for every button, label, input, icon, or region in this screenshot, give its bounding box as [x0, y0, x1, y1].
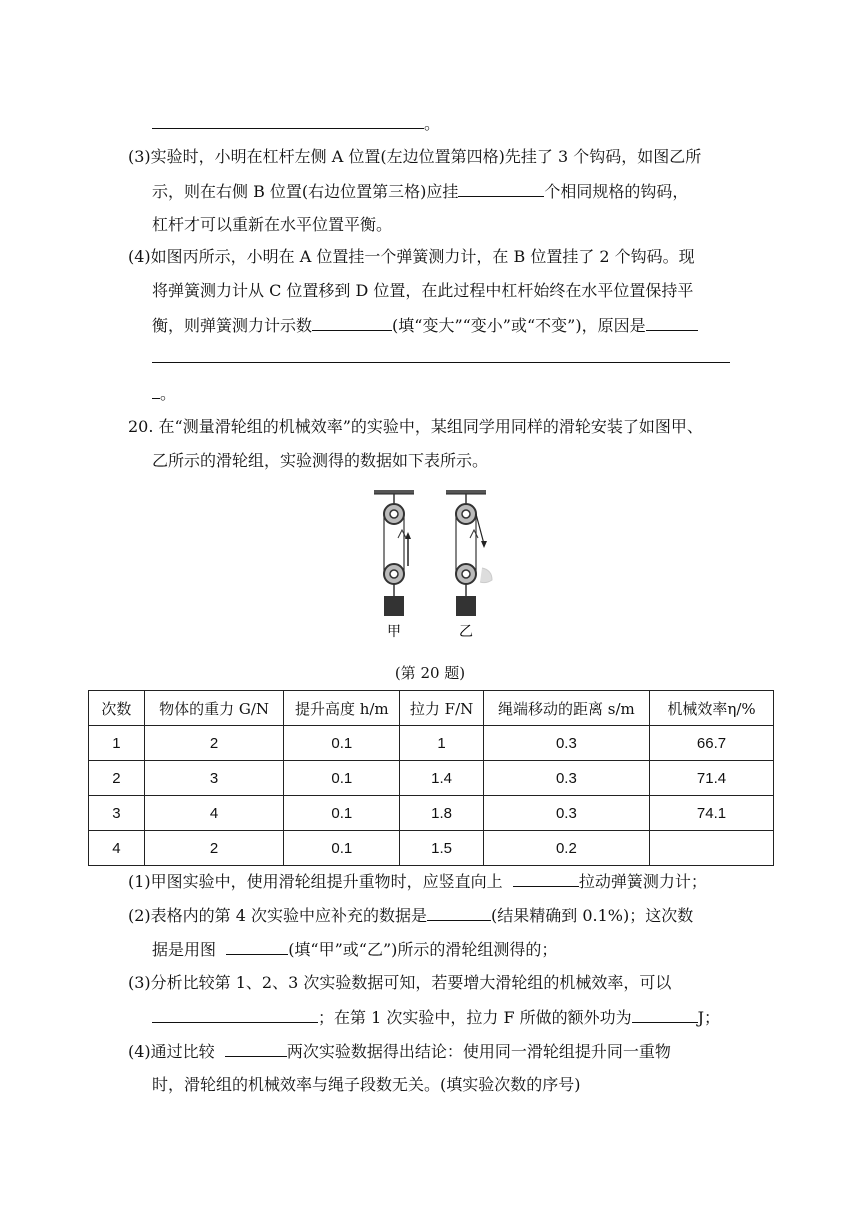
table-header-row [89, 691, 774, 726]
q4-line2: 将弹簧测力计从 C 位置移到 D 位置，在此过程中杠杆始终在水平位置保持平 [152, 281, 694, 300]
answer-line-full[interactable] [152, 362, 730, 363]
table-cell: 2 [89, 761, 145, 796]
table-cell: 0.3 [483, 726, 649, 761]
table-cell: 0.1 [284, 796, 400, 831]
table-cell: 1 [89, 726, 145, 761]
table-row [89, 761, 774, 796]
table-cell: 1 [400, 726, 483, 761]
sub4-text: (4)通过比较 [128, 1042, 215, 1061]
answer-blank[interactable] [312, 314, 392, 331]
header-weight: 物体的重力 G/N [144, 691, 283, 726]
q3-line2-text-end: 个相同规格的钩码， [544, 182, 689, 201]
table-cell: 0.1 [284, 761, 400, 796]
q20-line2: 乙所示的滑轮组，实验测得的数据如下表所示。 [152, 451, 489, 470]
sub2-text: (2)表格内的第 4 次实验中应补充的数据是 [128, 906, 428, 925]
answer-blank[interactable] [646, 314, 698, 331]
pulley-figure [360, 486, 500, 646]
sub3-line2 [152, 1006, 720, 1029]
table-cell: 0.2 [483, 831, 649, 866]
answer-blank[interactable] [632, 1006, 698, 1023]
header-distance: 绳端移动的距离 s/m [483, 691, 649, 726]
sub3-line1: (3)分析比较第 1、2、3 次实验数据可知，若要增大滑轮组的机械效率，可以 [128, 973, 672, 992]
sub1-text-end: 拉动弹簧测力计； [578, 872, 707, 891]
figure-caption: (第 20 题) [394, 664, 466, 682]
sub2-line1 [128, 904, 693, 927]
sub2-text-c: 据是用图 [152, 940, 217, 959]
table-cell: 0.1 [284, 831, 400, 866]
table-cell: 3 [89, 796, 145, 831]
q4-line5 [152, 382, 176, 405]
table-cell: 1.8 [400, 796, 483, 831]
q4-line3 [152, 314, 698, 337]
answer-blank[interactable] [513, 870, 579, 887]
answer-blank[interactable] [152, 112, 424, 129]
pulley-system-yi [446, 490, 492, 616]
header-count: 次数 [89, 691, 145, 726]
table-cell: 74.1 [650, 796, 774, 831]
table-cell: 3 [144, 761, 283, 796]
table-cell: 2 [144, 726, 283, 761]
q20-line1: 20. 在“测量滑轮组的机械效率”的实验中，某组同学用同样的滑轮安装了如图甲、 [128, 417, 703, 436]
answer-line-top [152, 112, 440, 135]
answer-blank[interactable] [152, 1006, 318, 1023]
q3-line3: 杠杆才可以重新在水平位置平衡。 [152, 215, 393, 234]
sub1-text: (1)甲图实验中，使用滑轮组提升重物时，应竖直向上 [128, 872, 503, 891]
sub4-line2: 时，滑轮组的机械效率与绳子段数无关。(填实验次数的序号) [152, 1075, 581, 1094]
table-cell: 2 [144, 831, 283, 866]
sub4-line1 [128, 1040, 671, 1063]
q4-line3-text-end: (填“变大”“变小”或“不变”)，原因是 [392, 316, 646, 335]
q4-line3-text: 衡，则弹簧测力计示数 [152, 316, 313, 335]
q3-line2 [152, 180, 688, 203]
header-efficiency: 机械效率η/% [650, 691, 774, 726]
header-force: 拉力 F/N [400, 691, 483, 726]
sub2-line2 [152, 938, 557, 961]
data-table [88, 690, 774, 866]
answer-blank[interactable] [225, 1040, 287, 1057]
table-cell: 71.4 [650, 761, 774, 796]
table-cell: 4 [144, 796, 283, 831]
table-row [89, 796, 774, 831]
table-cell: 0.3 [483, 761, 649, 796]
table-row [89, 726, 774, 761]
period: 。 [424, 114, 441, 133]
q4-line1: (4)如图丙所示，小明在 A 位置挂一个弹簧测力计，在 B 位置挂了 2 个钩码。现 [128, 247, 695, 266]
q3-line1: (3)实验时，小明在杠杆左侧 A 位置(左边位置第四格)先挂了 3 个钩码，如图乙所 [128, 147, 702, 166]
q3-line2-text: 示，则在右侧 B 位置(右边位置第三格)应挂 [152, 182, 459, 201]
sub3-text-b: ；在第 1 次实验中，拉力 F 所做的额外功为 [318, 1008, 632, 1027]
figure-label-yi: 乙 [459, 624, 473, 640]
sub2-text-d: (填“甲”或“乙”)所示的滑轮组测得的； [288, 940, 558, 959]
answer-blank[interactable] [458, 180, 544, 197]
pulley-system-jia [374, 490, 414, 616]
table-cell: 0.1 [284, 726, 400, 761]
efficiency-answer-cell[interactable] [650, 831, 774, 866]
sub3-text-c: J； [697, 1008, 721, 1027]
figure-label-jia: 甲 [387, 624, 401, 640]
header-height: 提升高度 h/m [284, 691, 400, 726]
table-cell: 66.7 [650, 726, 774, 761]
table-cell: 4 [89, 831, 145, 866]
period: 。 [160, 384, 177, 403]
sub4-text-b: 两次实验数据得出结论：使用同一滑轮组提升同一重物 [286, 1042, 671, 1061]
table-cell: 0.3 [483, 796, 649, 831]
answer-blank[interactable] [226, 938, 288, 955]
table-cell: 1.5 [400, 831, 483, 866]
answer-blank[interactable] [152, 382, 160, 399]
table-cell: 1.4 [400, 761, 483, 796]
sub1-line [128, 870, 707, 893]
sub2-text-end: (结果精确到 0.1%)；这次数 [491, 906, 694, 925]
answer-blank[interactable] [427, 904, 491, 921]
table-row [89, 831, 774, 866]
